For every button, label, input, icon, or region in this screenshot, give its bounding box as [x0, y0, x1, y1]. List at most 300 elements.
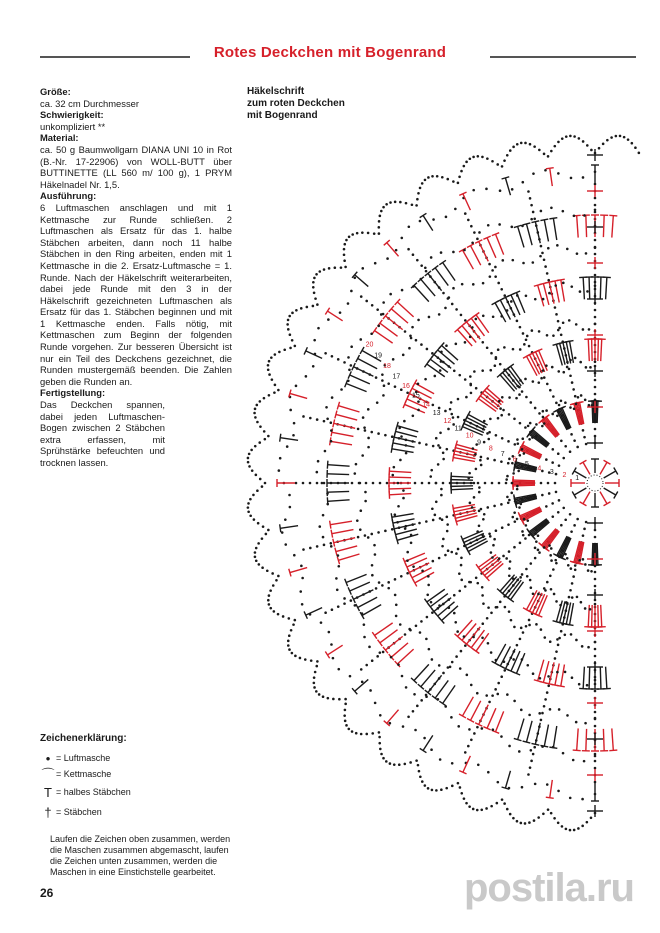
chain-dot	[546, 783, 549, 786]
chain-dot	[570, 177, 573, 180]
chain-dot	[382, 206, 385, 209]
chain-dot	[572, 388, 575, 391]
stitch-top	[391, 513, 392, 521]
chain-dot	[489, 275, 492, 278]
chain-dot	[313, 291, 316, 294]
half-double-crochet-icon: T	[44, 784, 52, 800]
legend-item	[40, 766, 240, 782]
chain-dot	[487, 438, 490, 441]
chain-dot	[497, 417, 500, 420]
chain-dot	[386, 257, 389, 260]
chain-dot	[478, 524, 481, 527]
chain-dot	[565, 135, 568, 138]
stitch	[513, 480, 535, 481]
stitch	[601, 605, 602, 627]
chain-dot	[493, 459, 496, 462]
stitch	[600, 277, 601, 299]
chain-dot	[390, 656, 393, 659]
chain-dot	[247, 502, 250, 505]
stitch	[458, 620, 473, 636]
stitch-top	[333, 539, 335, 547]
chain-dot	[248, 453, 251, 456]
chain-dot	[350, 599, 353, 602]
chain-dot	[463, 635, 466, 638]
chain-dot	[365, 733, 368, 736]
chain-dot	[404, 330, 407, 333]
chain-dot	[517, 442, 520, 445]
chain-dot	[394, 201, 397, 204]
chain-dot	[475, 468, 478, 471]
diagram-title-line: Häkelschrift	[247, 86, 305, 97]
stitch	[583, 667, 584, 689]
stitch	[538, 285, 544, 306]
stitch	[589, 277, 590, 299]
stitch	[592, 339, 593, 361]
chain-dot	[428, 316, 431, 319]
chain-dot	[586, 290, 589, 293]
stitch	[355, 275, 369, 287]
chain-dot	[448, 296, 451, 299]
chain-dot	[291, 339, 294, 342]
stitch	[451, 476, 473, 477]
chain-dot	[496, 163, 499, 166]
chain-dot	[455, 655, 458, 658]
chain-dot	[483, 513, 486, 516]
chain-dot	[258, 563, 261, 566]
chain-dot	[478, 491, 481, 494]
chain-dot	[355, 732, 358, 735]
stitch	[589, 667, 590, 689]
chain-dot	[444, 554, 447, 557]
chain-dot	[530, 749, 533, 752]
chain-dot	[505, 482, 508, 485]
chain-dot	[511, 188, 514, 191]
chain-dot	[423, 737, 426, 740]
stitch-top	[330, 521, 331, 529]
chain-dot	[384, 434, 387, 437]
chain-dot	[594, 536, 597, 539]
chain-dot	[538, 712, 541, 715]
chain-dot	[406, 572, 409, 575]
round-number: 14	[422, 401, 430, 409]
stitch	[556, 601, 562, 622]
chain-dot	[256, 421, 259, 424]
chain-dot	[472, 808, 475, 811]
chain-dot	[594, 725, 597, 728]
chain-dot	[486, 432, 489, 435]
chain-dot	[323, 420, 326, 423]
chain-dot	[589, 608, 592, 611]
chain-dot	[312, 305, 315, 308]
chain-dot	[389, 201, 392, 204]
chain-dot	[252, 494, 255, 497]
chain-dot	[506, 808, 509, 811]
chain-dot	[537, 381, 540, 384]
chain-dot	[363, 636, 366, 639]
chain-dot	[545, 364, 548, 367]
chain-dot	[330, 429, 333, 432]
chain-dot	[587, 646, 590, 649]
chain-dot	[261, 485, 264, 488]
round-number: 16	[402, 383, 410, 391]
chain-dot	[543, 636, 546, 639]
chain-dot	[582, 558, 585, 561]
chain-dot	[364, 500, 367, 503]
chain-dot	[538, 149, 541, 152]
chain-dot	[453, 594, 456, 597]
chain-dot	[459, 667, 462, 670]
chain-dot	[508, 458, 511, 461]
stitch-top	[609, 750, 617, 751]
chain-dot	[481, 727, 484, 730]
chain-dot	[350, 345, 353, 348]
chain-dot	[379, 482, 382, 485]
chain-dot	[594, 755, 597, 758]
chain-dot	[415, 624, 418, 627]
stitch	[334, 538, 355, 543]
chain-dot	[377, 325, 380, 328]
chain-dot	[498, 482, 501, 485]
chain-dot	[500, 288, 503, 291]
stitch	[375, 623, 393, 636]
stitch	[535, 723, 540, 744]
chain-dot	[582, 328, 585, 331]
chain-dot	[407, 248, 410, 251]
chain-dot	[446, 448, 449, 451]
chain-dot	[451, 785, 454, 788]
chain-dot	[430, 469, 433, 472]
chain-dot	[524, 378, 527, 381]
stitch	[330, 521, 352, 524]
chain-dot	[331, 396, 334, 399]
chain-dot	[247, 506, 250, 509]
chain-dot	[408, 225, 411, 228]
chain-dot	[364, 491, 367, 494]
chain-dot	[345, 724, 348, 727]
chain-dot	[509, 149, 512, 152]
chain-dot	[468, 728, 471, 731]
chain-dot	[325, 406, 328, 409]
stitch	[306, 608, 322, 615]
chain-dot	[470, 684, 473, 687]
chain-dot	[416, 198, 419, 201]
chain-dot	[404, 633, 407, 636]
chain-dot	[594, 379, 597, 382]
chain-dot	[554, 482, 557, 485]
chain-dot	[486, 506, 489, 509]
stitch	[592, 605, 593, 627]
chain-dot	[583, 760, 586, 763]
chain-dot	[457, 725, 460, 728]
chain-dot	[562, 321, 565, 324]
chain-dot	[554, 284, 557, 287]
chain-dot	[542, 369, 545, 372]
chain-dot	[513, 511, 516, 514]
chain-dot	[481, 622, 484, 625]
chain-dot	[302, 548, 305, 551]
chain-dot	[493, 505, 496, 508]
chain-dot	[402, 497, 405, 500]
chain-dot	[385, 203, 388, 206]
chain-dot	[375, 587, 378, 590]
stitch	[332, 530, 354, 534]
chain-dot	[428, 648, 431, 651]
chain-dot	[507, 462, 510, 465]
chain-dot	[496, 802, 499, 805]
stitch	[346, 383, 366, 391]
chain-dot	[261, 566, 264, 569]
chain-dot	[495, 659, 498, 662]
chain-dot	[505, 478, 508, 481]
chain-dot	[518, 386, 521, 389]
chain-dot	[430, 601, 433, 604]
chain-dot	[365, 482, 368, 485]
chain-dot	[291, 652, 294, 655]
chain-dot	[414, 729, 417, 732]
chain-dot	[513, 417, 516, 420]
chain-dot	[522, 332, 525, 335]
chain-dot	[520, 709, 523, 712]
stitch	[555, 663, 559, 685]
chain-dot	[255, 404, 258, 407]
chain-dot	[501, 165, 504, 168]
chain-dot	[532, 261, 535, 264]
chain-dot	[594, 316, 597, 319]
chain-dot	[387, 587, 390, 590]
stitch	[600, 667, 601, 689]
chain-dot	[584, 399, 587, 402]
chain-dot	[391, 435, 394, 438]
chain-dot	[467, 477, 470, 480]
chain-dot	[550, 206, 553, 209]
chain-dot	[287, 640, 290, 643]
chain-dot	[549, 708, 552, 711]
stitch-top	[609, 215, 617, 216]
chain-dot	[523, 452, 526, 455]
chain-dot	[529, 579, 532, 582]
chain-dot	[560, 439, 563, 442]
chain-dot	[362, 416, 365, 419]
stitch	[535, 222, 540, 243]
chain-dot	[564, 518, 567, 521]
chain-dot	[408, 347, 411, 350]
chain-dot	[405, 202, 408, 205]
chain-dot	[456, 630, 459, 633]
stitch	[327, 645, 342, 655]
chain-dot	[372, 482, 375, 485]
stitch	[467, 627, 481, 644]
chain-dot	[447, 666, 450, 669]
chain-dot	[403, 763, 406, 766]
chain-dot	[531, 436, 534, 439]
chain-dot	[318, 525, 321, 528]
chain-dot	[468, 472, 471, 475]
stitch	[588, 339, 589, 361]
stitch	[606, 277, 607, 299]
stitch	[553, 726, 556, 748]
chain-dot	[257, 522, 260, 525]
chain-dot	[575, 323, 578, 326]
chain-dot	[268, 594, 271, 597]
chain-dot	[481, 369, 484, 372]
chain-dot	[455, 308, 458, 311]
chain-dot	[594, 246, 597, 249]
chain-dot	[594, 309, 597, 312]
chain-dot	[408, 628, 411, 631]
chain-dot	[286, 445, 289, 448]
chain-dot	[451, 661, 454, 664]
chain-dot	[517, 470, 520, 473]
chain-dot	[417, 764, 420, 767]
chain-dot	[482, 282, 485, 285]
chain-dot	[316, 471, 319, 474]
chain-dot	[513, 546, 516, 549]
chain-dot	[527, 190, 530, 193]
chain-dot	[301, 603, 304, 606]
chain-dot	[455, 552, 458, 555]
chain-dot	[542, 298, 545, 301]
stitch	[531, 520, 548, 534]
chain-dot	[269, 607, 272, 610]
round-number: 19	[374, 352, 383, 360]
chain-dot	[550, 547, 553, 550]
chain-dot	[256, 489, 259, 492]
chain-dot	[584, 722, 587, 725]
chain-dot	[370, 332, 373, 335]
chain-dot	[265, 533, 268, 536]
chain-dot	[337, 554, 340, 557]
chain-dot	[495, 529, 498, 532]
chain-dot	[317, 327, 320, 330]
chain-dot	[520, 503, 523, 506]
chain-dot	[474, 453, 477, 456]
chain-dot	[519, 348, 522, 351]
chain-dot	[450, 551, 453, 554]
stitch	[586, 729, 587, 751]
chain-dot	[560, 399, 563, 402]
chain-dot	[289, 333, 292, 336]
chain-dot	[288, 648, 291, 651]
chain-dot	[594, 529, 597, 532]
chain-dot	[383, 384, 386, 387]
chain-dot	[324, 352, 327, 355]
chain-dot	[464, 319, 467, 322]
stitch	[495, 303, 506, 322]
chain-dot	[250, 449, 253, 452]
chain-dot	[571, 676, 574, 679]
chain-dot	[516, 320, 519, 323]
finishing-text: Das Deckchen spannen, dabei jeden Luftmaschen-Bogen zwischen 2 Stäbchen extra erfassen, mit Sprühstärke befeuchten und trocknen lassen.	[40, 399, 165, 468]
chain-dot	[555, 562, 558, 565]
chain-dot	[594, 711, 597, 714]
chain-dot	[530, 204, 533, 207]
chain-dot	[442, 458, 445, 461]
chain-dot	[574, 564, 577, 567]
chain-dot	[430, 748, 433, 751]
chain-dot	[416, 705, 419, 708]
chain-dot	[519, 542, 522, 545]
chain-dot	[312, 281, 315, 284]
chain-dot	[470, 738, 473, 741]
execution-text: 6 Luftmaschen anschlagen und mit 1 Kettmasche zur Runde schließen. 2 Luftmaschen als Ersatz für das 1. halbe Stäbchen arbeiten, dann noch 11 halbe Stäbchen in den Ring arbeiten, enden mit 1 Kettmasche in die 2. Ersatz-Luftmasche = 1. Runde. Nach der Häkelschrift weiterarbeiten, dabei jede Runde mit den 3 in der Häkelschrift gezeichneten Luftmaschen als Ersatz für das 1. Stäbchen beginnen und mit 1 Kettmasche enden. Falls nötig, mit Kettmaschen zum Beginn der folgenden Runde vorgehen. Zur besseren Übersicht ist nur ein Teil des Deckchens gezeichnet, die Runden mustergemäß beenden. Die Zahlen geben die Runden an.	[40, 201, 232, 387]
chain-dot	[540, 719, 543, 722]
chain-dot	[507, 502, 510, 505]
chain-dot	[573, 829, 576, 832]
stitch-top	[420, 213, 427, 217]
chain-dot	[472, 156, 475, 159]
chain-dot	[343, 248, 346, 251]
chain-dot	[450, 716, 453, 719]
chain-dot	[526, 519, 529, 522]
chain-dot	[564, 401, 567, 404]
chain-dot	[249, 514, 252, 517]
chain-dot	[425, 695, 428, 698]
chain-dot	[323, 268, 326, 271]
chain-dot	[556, 414, 559, 417]
chain-dot	[519, 638, 522, 641]
chain-dot	[413, 693, 416, 696]
stitch	[434, 355, 451, 369]
stitch	[598, 605, 599, 627]
chain-dot	[416, 259, 419, 262]
chain-dot	[499, 601, 502, 604]
chain-dot	[442, 482, 445, 485]
chain-dot	[278, 469, 281, 472]
chain-dot	[497, 682, 500, 685]
chain-dot	[562, 210, 565, 213]
chain-dot	[594, 717, 597, 720]
chain-dot	[253, 412, 256, 415]
stitch-top	[333, 419, 335, 427]
stitch	[451, 489, 473, 490]
chain-dot	[334, 266, 337, 269]
stitch	[526, 721, 532, 742]
chain-dot	[495, 434, 498, 437]
chain-dot	[437, 463, 440, 466]
chain-dot	[552, 334, 555, 337]
chain-dot	[529, 401, 532, 404]
chain-dot	[583, 528, 586, 531]
chain-dot	[421, 482, 424, 485]
chain-dot	[575, 639, 578, 642]
stitch	[577, 728, 579, 750]
chain-dot	[343, 243, 346, 246]
chain-dot	[506, 475, 509, 478]
stitch	[336, 414, 357, 420]
chain-dot	[264, 482, 267, 485]
chain-dot	[472, 636, 475, 639]
round-number: 12	[443, 417, 452, 425]
chain-dot	[560, 334, 563, 337]
chain-dot	[450, 401, 453, 404]
chain-dot	[543, 376, 546, 379]
chain-dot	[532, 753, 535, 756]
stitch-top	[335, 411, 337, 419]
chain-dot	[559, 604, 562, 607]
chain-dot	[401, 289, 404, 292]
chain-dot	[555, 600, 558, 603]
chain-dot	[381, 584, 384, 587]
chain-dot	[313, 682, 316, 685]
chain-dot	[287, 644, 290, 647]
chain-dot	[549, 574, 552, 577]
stitch	[612, 728, 614, 750]
chain-dot	[594, 393, 597, 396]
chain-dot	[532, 211, 535, 214]
chain-dot	[438, 407, 441, 410]
stitch	[358, 359, 377, 369]
chain-dot	[541, 252, 544, 255]
